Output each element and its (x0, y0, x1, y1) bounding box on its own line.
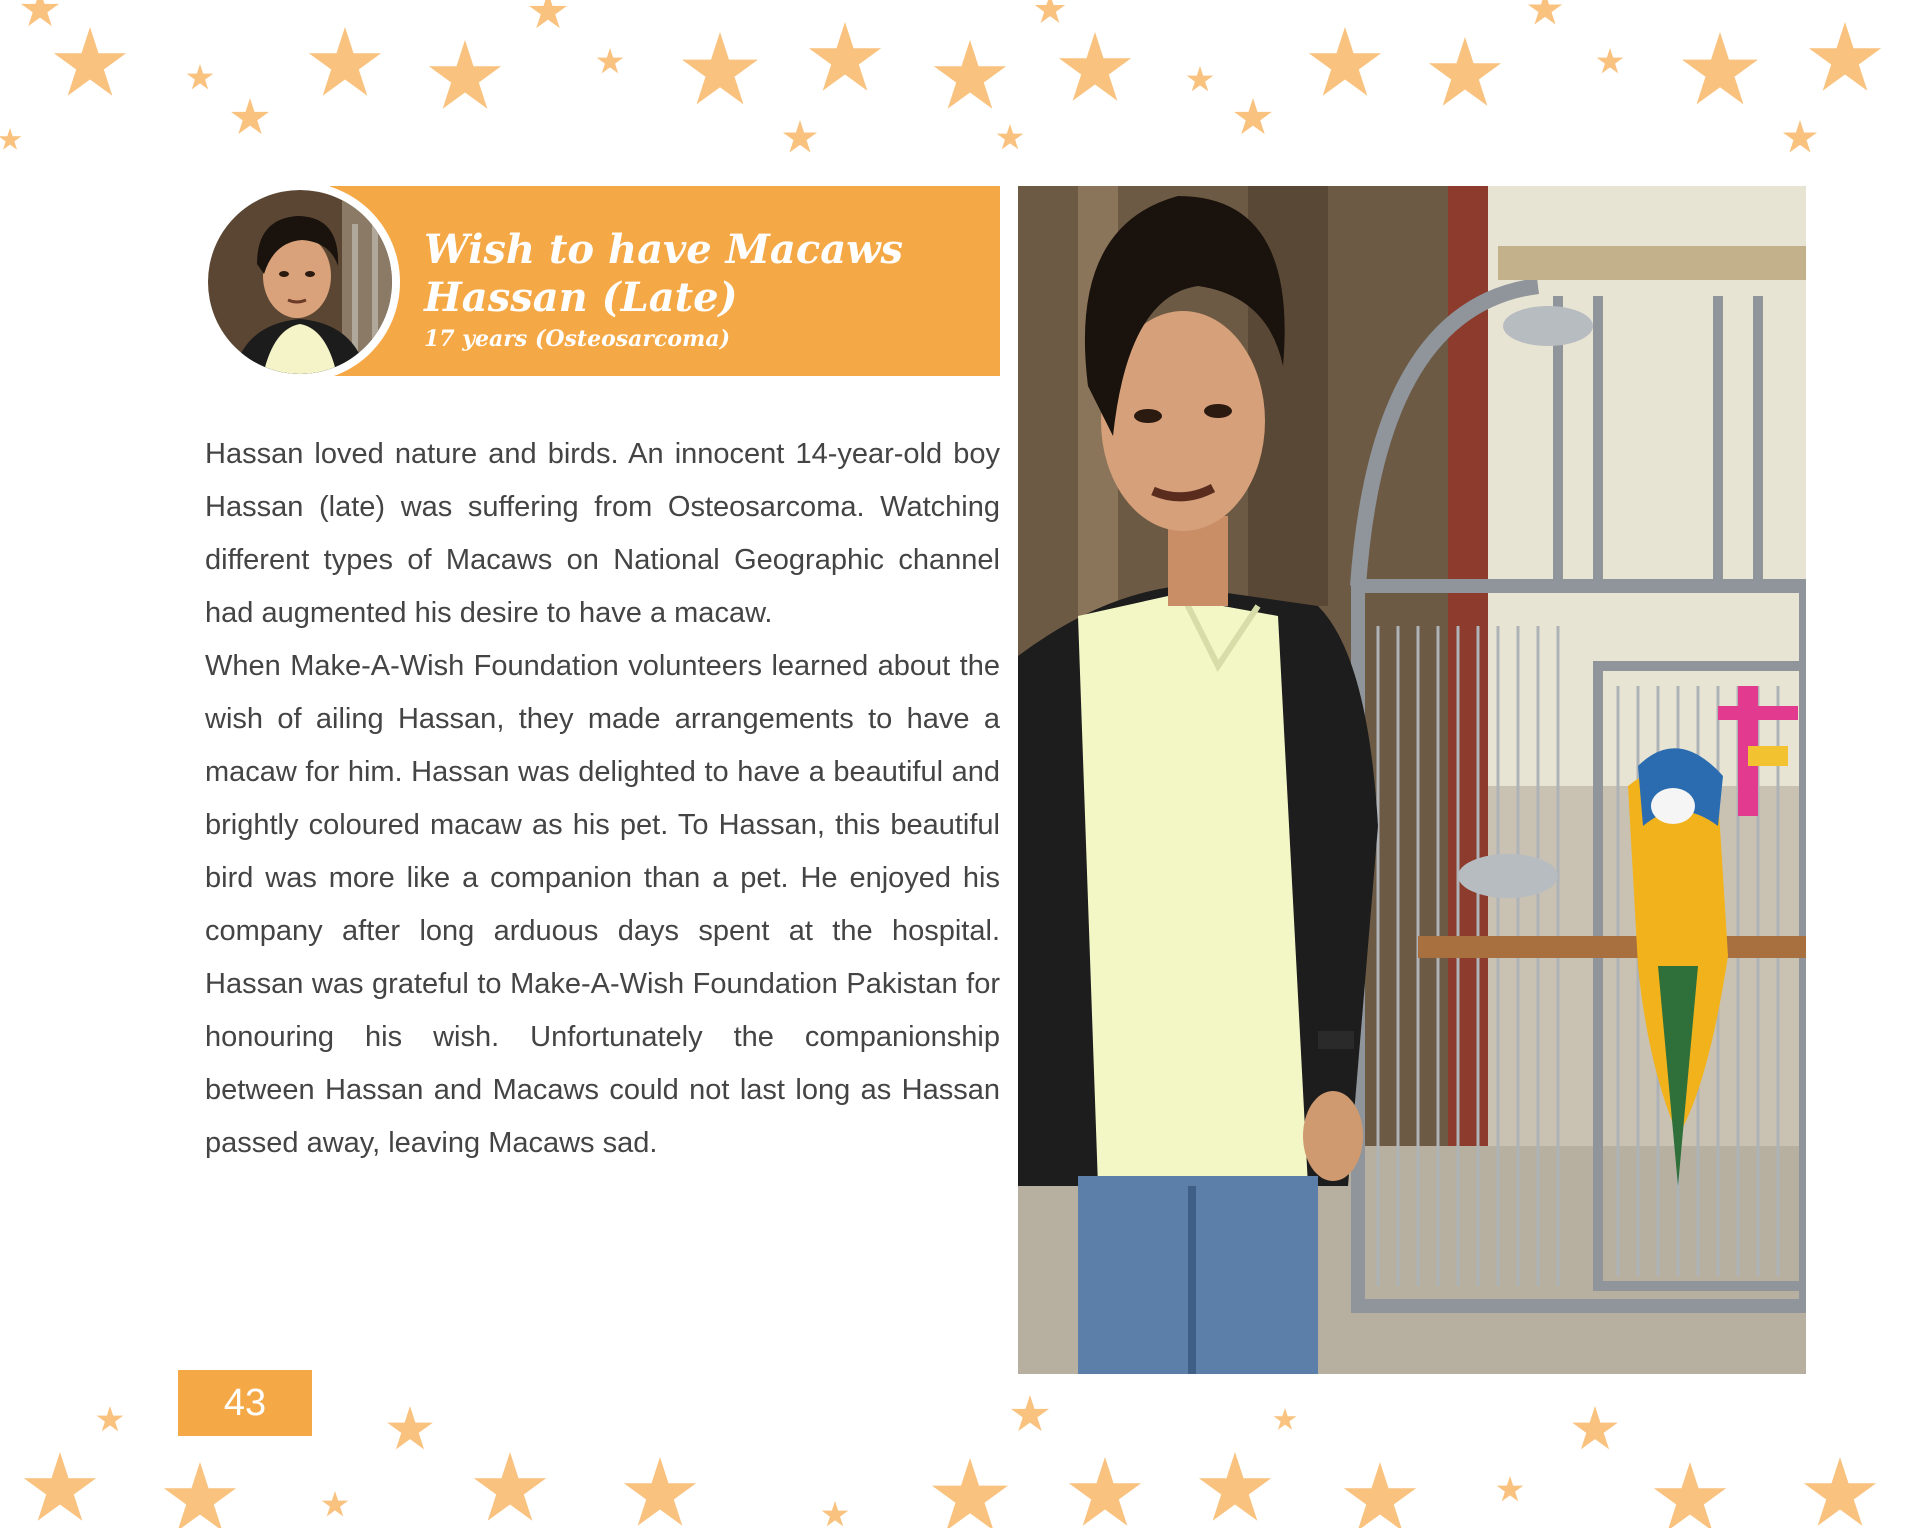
top-star-border (0, 0, 1920, 170)
main-photo (1018, 186, 1806, 1374)
title-line-1: Wish to have Macaws (424, 226, 904, 273)
story-paragraph-2: When Make-A-Wish Foundation volunteers learned about the wish of ailing Hassan, they made arrangements to have a macaw for him. Hassan was delighted to have a beautiful and brightly coloured macaw as his pet. To Hassan, this beautiful bird was more like a companion than a pet. He enjoyed his company after long arduous days spent at the hospital. Hassan was grateful to Make-A-Wish Foundation Pakistan for honouring his wish. Unfortunately the companionship between Hassan and Macaws could not last long as Hassan passed away, leaving Macaws sad. (205, 650, 1000, 1159)
subtitle: 17 years (Osteosarcoma) (424, 326, 730, 352)
star-icon (0, 0, 1881, 153)
avatar (202, 184, 398, 380)
story-text (205, 428, 1000, 1170)
page-number: 43 (178, 1370, 312, 1436)
title-block (424, 226, 984, 354)
title-line-2: Hassan (Late) (424, 274, 738, 321)
story-paragraph-1: Hassan loved nature and birds. An innocent 14-year-old boy Hassan (late) was suffering from Osteosarcoma. Watching different types of Macaws on National Geographic channel had augmented his desire to have a macaw. (205, 438, 1000, 629)
